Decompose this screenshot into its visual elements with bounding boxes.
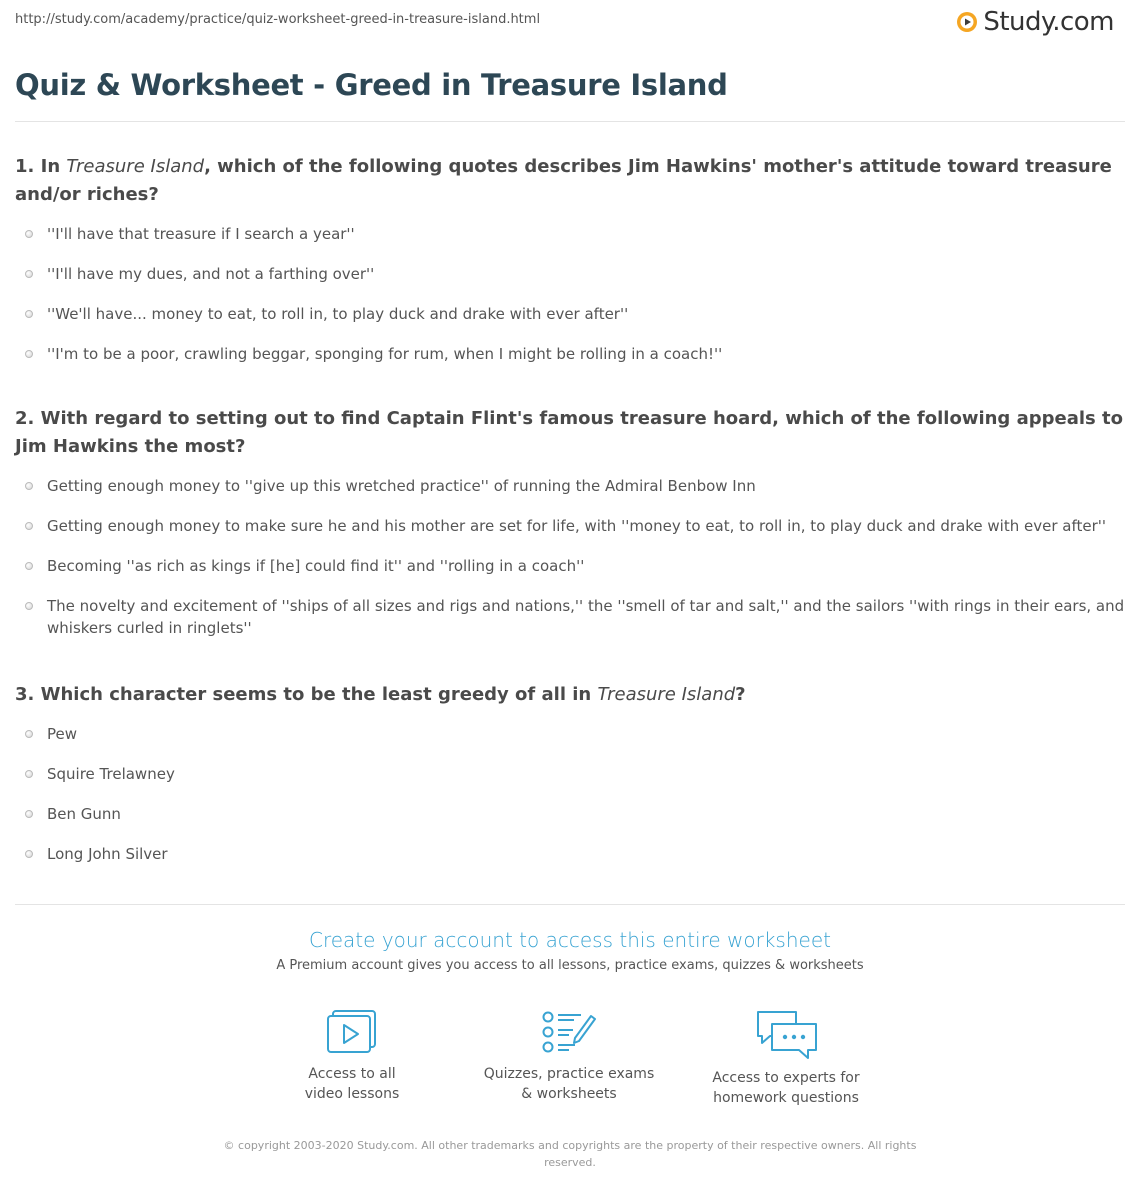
question-2-text: 2. With regard to setting out to find Captain Flint's famous treasure hoard, which of the following appeals to Jim Hawkins the most?	[15, 408, 1123, 457]
question-1-option-d[interactable]: ''I'm to be a poor, crawling beggar, sponging for rum, when I might be rolling in a coach!''	[15, 343, 1125, 365]
radio-button[interactable]	[25, 770, 33, 778]
question-2-option-b[interactable]: Getting enough money to make sure he and his mother are set for life, with ''money to eat, to roll in, to play duck and drake with ever after''	[15, 515, 1125, 537]
page-url: http://study.com/academy/practice/quiz-worksheet-greed-in-treasure-island.html	[15, 12, 541, 27]
radio-button[interactable]	[25, 810, 33, 818]
radio-button[interactable]	[25, 850, 33, 858]
question-1	[15, 153, 1125, 365]
chat-bubbles-icon	[754, 1008, 818, 1060]
question-1-text: 1. In Treasure Island, which of the following quotes describes Jim Hawkins' mother's attitude toward treasure and/or riches?	[15, 156, 1112, 205]
title-divider	[15, 121, 1125, 122]
copyright-footer: © copyright 2003-2020 Study.com. All other trademarks and copyrights are the property of their respective owners. All rights reserved.	[223, 1139, 917, 1169]
question-1-option-b[interactable]: ''I'll have my dues, and not a farthing over''	[15, 263, 1125, 285]
radio-button[interactable]	[25, 230, 33, 238]
radio-button[interactable]	[25, 270, 33, 278]
radio-button[interactable]	[25, 482, 33, 490]
question-3	[15, 681, 1125, 865]
question-3-option-c[interactable]: Ben Gunn	[15, 803, 1125, 825]
question-1-option-c[interactable]: ''We'll have... money to eat, to roll in, to play duck and drake with ever after''	[15, 303, 1125, 325]
radio-button[interactable]	[25, 522, 33, 530]
create-account-link[interactable]: Create your account to access this entire worksheet	[309, 928, 831, 952]
question-2-options	[15, 475, 1125, 639]
question-2-option-c[interactable]: Becoming ''as rich as kings if [he] could find it'' and ''rolling in a coach''	[15, 555, 1125, 577]
quiz-list-icon	[541, 1008, 597, 1056]
cta-subtitle: A Premium account gives you access to all lessons, practice exams, quizzes & worksheets	[276, 958, 864, 973]
question-3-option-d[interactable]: Long John Silver	[15, 843, 1125, 865]
radio-button[interactable]	[25, 730, 33, 738]
logo-text: Study.com	[983, 7, 1114, 37]
question-1-options	[15, 223, 1125, 365]
video-lessons-icon	[326, 1008, 378, 1056]
question-3-options	[15, 723, 1125, 865]
question-1-option-a[interactable]: ''I'll have that treasure if I search a year''	[15, 223, 1125, 245]
play-logo-icon	[956, 11, 978, 33]
feature-experts: Access to experts for homework questions	[696, 1008, 876, 1108]
feature-video-lessons: Access to all video lessons	[262, 1008, 442, 1104]
question-3-option-a[interactable]: Pew	[15, 723, 1125, 745]
page-title: Quiz & Worksheet - Greed in Treasure Island	[15, 68, 728, 102]
radio-button[interactable]	[25, 310, 33, 318]
question-2	[15, 405, 1125, 639]
cta-section	[0, 928, 1140, 973]
question-2-option-a[interactable]: Getting enough money to ''give up this wretched practice'' of running the Admiral Benbow Inn	[15, 475, 1125, 497]
question-3-text: 3. Which character seems to be the least greedy of all in Treasure Island?	[15, 684, 746, 705]
radio-button[interactable]	[25, 350, 33, 358]
feature-quizzes: Quizzes, practice exams & worksheets	[479, 1008, 659, 1104]
radio-button[interactable]	[25, 562, 33, 570]
question-3-option-b[interactable]: Squire Trelawney	[15, 763, 1125, 785]
radio-button[interactable]	[25, 602, 33, 610]
study-logo[interactable]	[956, 7, 1114, 37]
question-2-option-d[interactable]: The novelty and excitement of ''ships of all sizes and rigs and nations,'' the ''smell of tar and salt,'' and the sailors ''with rings in their ears, and whiskers curled in ringlets''	[15, 595, 1125, 639]
cta-divider	[15, 904, 1125, 905]
